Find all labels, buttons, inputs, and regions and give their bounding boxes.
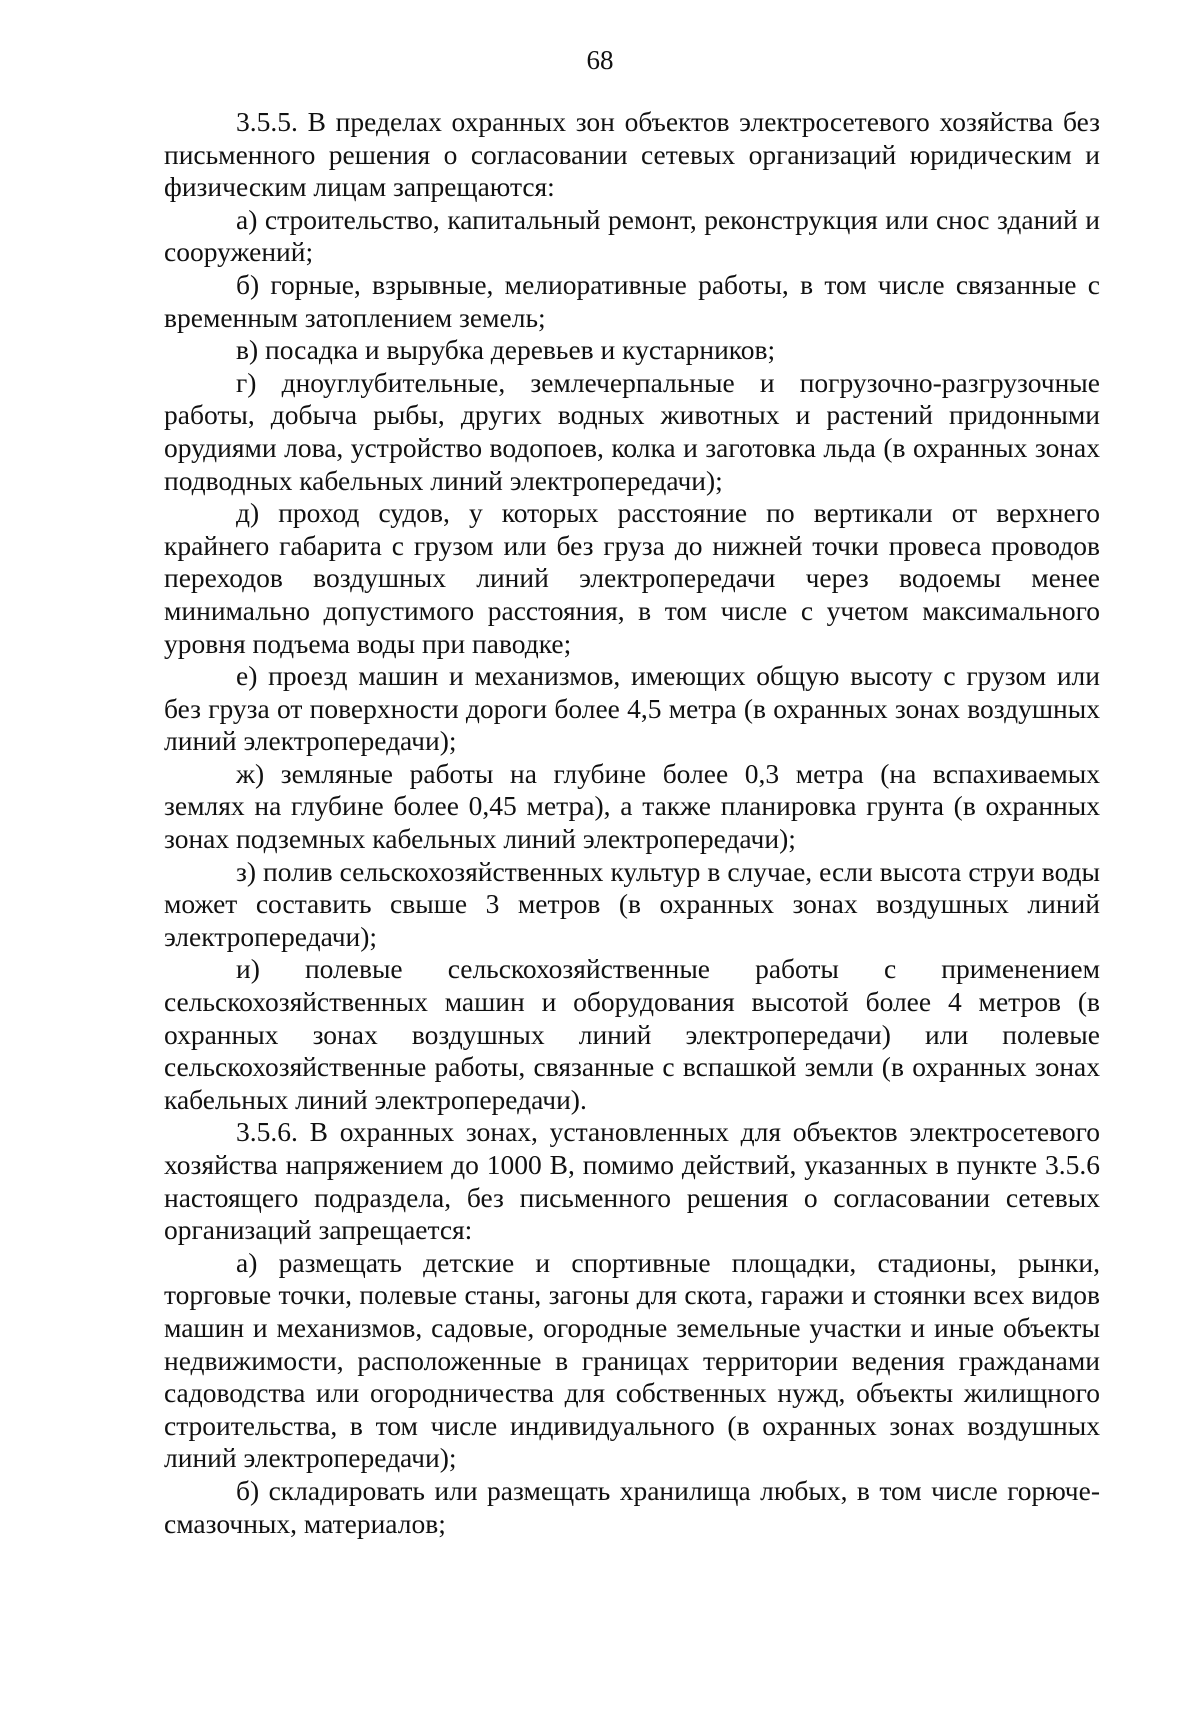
list-item-d: д) проход судов, у которых расстояние по вертикали от верхнего крайнего габарита с грузом или без груза до нижней точки провеса проводов переходов воздушных линий электропередачи через водоемы менее минимально допустимого расстояния, в том числе с учетом максимального уровня подъема воды при паводке;: [164, 497, 1100, 659]
list-item-e: е) проезд машин и механизмов, имеющих общую высоту с грузом или без груза от поверхности дороги более 4,5 метра (в охранных зонах воздушных линий электропередачи);: [164, 660, 1100, 757]
list-item-zh: ж) земляные работы на глубине более 0,3 метра (на вспахиваемых землях на глубине более 0,45 метра), а также планировка грунта (в охранных зонах подземных кабельных линий электропередачи);: [164, 757, 1100, 855]
page-number: 68: [586, 45, 614, 75]
list-item-a-2: а) размещать детские и спортивные площадки, стадионы, рынки, торговые точки, полевые станы, загоны для скота, гаражи и стоянки всех видов машин и механизмов, садовые, огородные земельные участки и иные объекты недвижимости, расположенные в границах территории ведения гражданами садоводства или огородничества для собственных нужд, объекты жилищного строительства, в том числе индивидуального (в охранных зонах воздушных линий электропередачи);: [164, 1246, 1100, 1474]
list-item-b-2: б) складировать или размещать хранилища любых, в том числе горюче-смазочных, материалов;: [164, 1474, 1100, 1539]
list-item-a: а) строительство, капитальный ремонт, реконструкция или снос зданий и сооружений;: [164, 203, 1100, 268]
paragraph-3-5-6: 3.5.6. В охранных зонах, установленных для объектов электросетевого хозяйства напряжением до 1000 В, помимо действий, указанных в пункте 3.5.6 настоящего подраздела, без письменного решения о согласовании сетевых организаций запрещается:: [164, 1116, 1100, 1246]
list-item-z: з) полив сельскохозяйственных культур в случае, если высота струи воды может составить свыше 3 метров (в охранных зонах воздушных линий электропередачи);: [164, 855, 1100, 952]
list-item-v: в) посадка и вырубка деревьев и кустарников;: [236, 334, 776, 366]
document-body: [164, 106, 1100, 1540]
list-item-b: б) горные, взрывные, мелиоративные работы, в том числе связанные с временным затоплением земель;: [164, 268, 1100, 333]
list-item-g: г) дноуглубительные, землечерпальные и погрузочно-разгрузочные работы, добыча рыбы, других водных животных и растений придонными орудиями лова, устройство водопоев, колка и заготовка льда (в охранных зонах подводных кабельных линий электропередачи);: [164, 366, 1100, 496]
paragraph-3-5-5: 3.5.5. В пределах охранных зон объектов электросетевого хозяйства без письменного решения о согласовании сетевых организаций юридическим и физическим лицам запрещаются:: [164, 106, 1100, 203]
list-item-i: и) полевые сельскохозяйственные работы с применением сельскохозяйственных машин и оборудования высотой более 4 метров (в охранных зонах воздушных линий электропередачи) или полевые сельскохозяйственные работы, связанные с вспашкой земли (в охранных зонах кабельных линий электропередачи).: [164, 953, 1100, 1115]
